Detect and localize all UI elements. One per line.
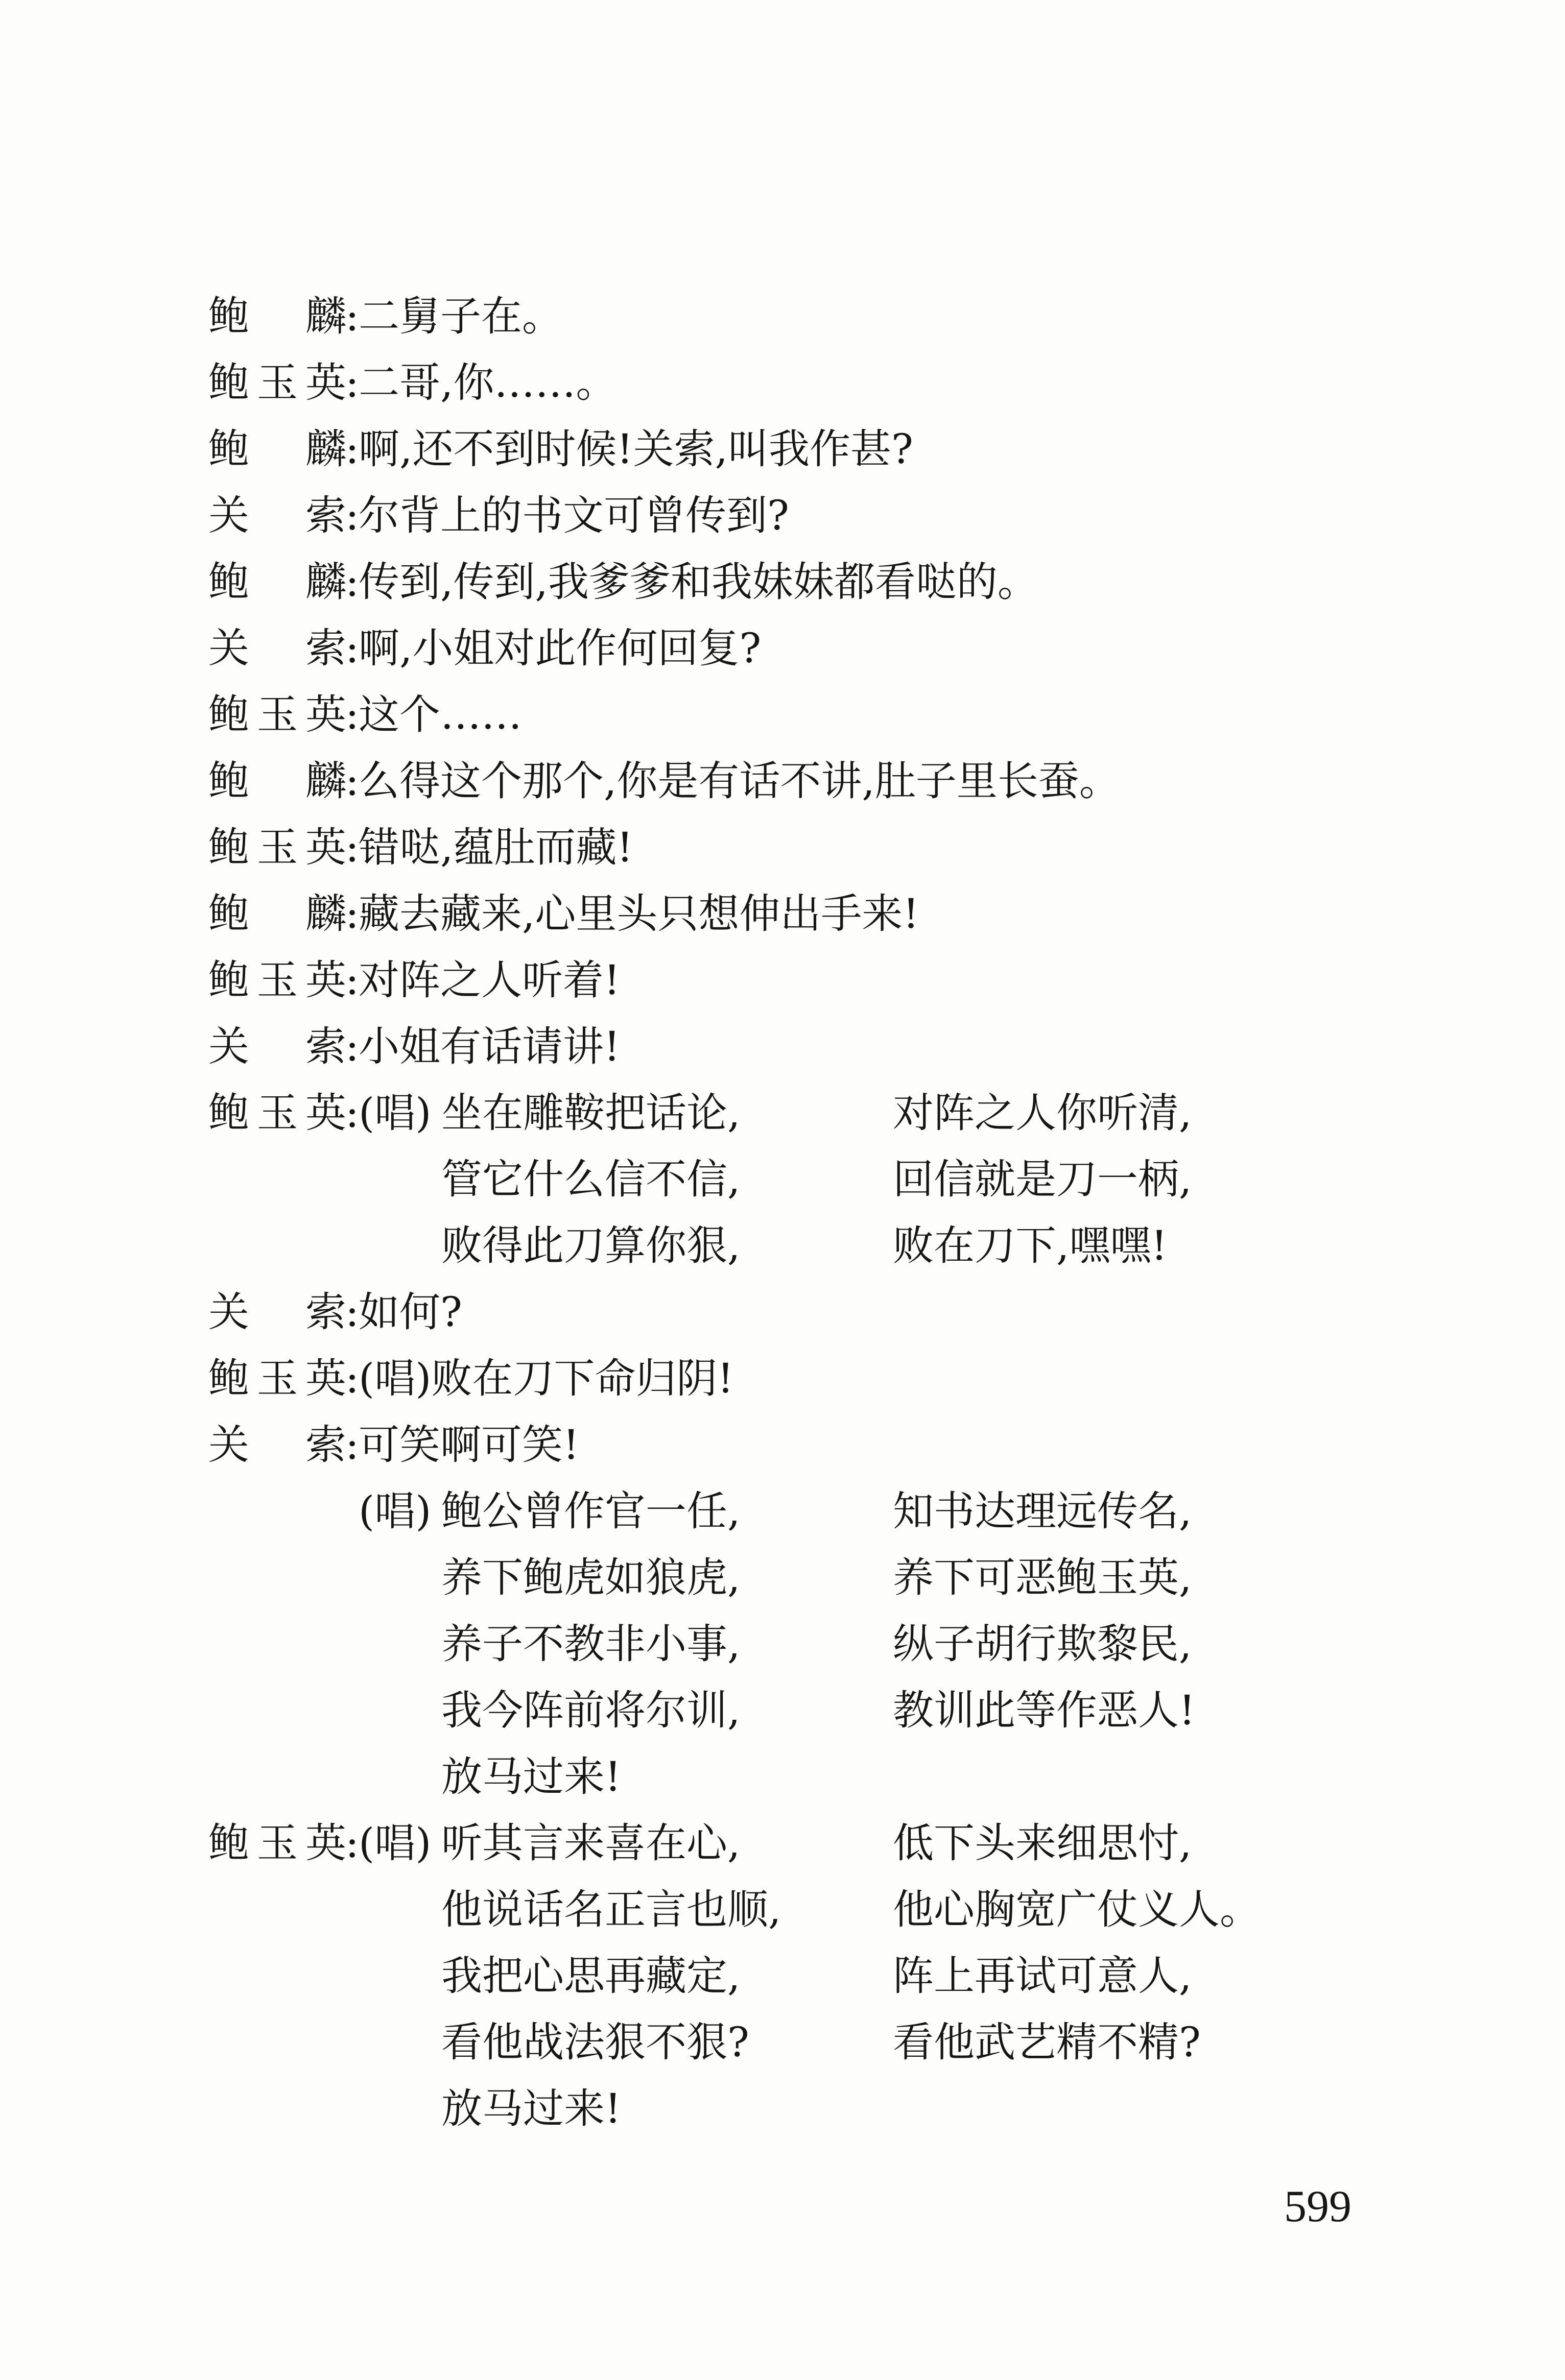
song-line — [0, 1744, 1565, 1810]
speaker-colon: : — [345, 691, 359, 738]
song-line — [0, 1677, 1565, 1744]
speaker-colon: : — [345, 1023, 359, 1070]
speaker-colon: : — [345, 359, 359, 406]
song-verse-left: 养下鲍虎如狼虎, — [441, 1554, 741, 1601]
dialogue-line — [0, 1345, 1565, 1412]
speaker-name: 鲍玉英 — [208, 1819, 346, 1867]
speaker-name: 鲍玉英 — [208, 1355, 346, 1402]
dialogue-text: 如何? — [359, 1288, 462, 1336]
song-line — [0, 2076, 1565, 2142]
song-verse-left: 放马过来! — [441, 2085, 622, 2132]
speaker-colon: : — [345, 293, 359, 340]
dialogue-text: 这个…… — [359, 691, 522, 738]
song-verse-right: 回信就是刀一柄, — [893, 1156, 1192, 1203]
dialogue-text: 二舅子在。 — [359, 293, 563, 340]
song-verse-right: 纵子胡行欺黎民, — [893, 1620, 1192, 1668]
dialogue-line — [0, 283, 1565, 350]
song-verse-left: 鲍公曾作官一任, — [441, 1487, 741, 1535]
speaker-colon: : — [345, 890, 359, 937]
speaker-name: 鲍 麟 — [208, 293, 346, 340]
song-verse-left: 他说话名正言也顺, — [441, 1886, 781, 1933]
dialogue-line — [0, 350, 1565, 416]
song-verse-left: 我今阵前将尔训, — [441, 1687, 741, 1734]
speaker-name: 关 索 — [208, 1023, 346, 1070]
song-line — [0, 1478, 1565, 1545]
speaker-name: 关 索 — [208, 1288, 346, 1336]
song-line — [0, 1146, 1565, 1213]
speaker-colon: : — [345, 624, 359, 672]
song-line — [0, 1545, 1565, 1611]
speaker-colon: : — [345, 1089, 359, 1137]
dialogue-text: 可笑啊可笑! — [359, 1421, 580, 1469]
speaker-name: 鲍玉英 — [208, 824, 346, 871]
dialogue-text: 尔背上的书文可曾传到? — [359, 492, 789, 539]
dialogue-line — [0, 1279, 1565, 1345]
dialogue-text: 啊,还不到时候!关索,叫我作甚? — [359, 425, 913, 473]
dialogue-line — [0, 682, 1565, 748]
song-verse-left: 养子不教非小事, — [441, 1620, 741, 1668]
song-verse-right: 养下可恶鲍玉英, — [893, 1554, 1192, 1601]
speaker-name: 鲍 麟 — [208, 890, 346, 937]
speaker-name: 鲍玉英 — [208, 956, 346, 1004]
dialogue-line — [0, 549, 1565, 615]
speaker-colon: : — [345, 1421, 359, 1469]
song-verse-right: 败在刀下,嘿嘿! — [893, 1222, 1168, 1269]
speaker-name: 鲍 麟 — [208, 757, 346, 805]
song-verse-right: 阵上再试可意人, — [893, 1952, 1192, 2000]
song-verse-left: 坐在雕鞍把话论, — [441, 1089, 741, 1137]
dialogue-line — [0, 615, 1565, 682]
song-verse-right: 知书达理远传名, — [893, 1487, 1192, 1535]
speaker-name: 鲍玉英 — [208, 1089, 346, 1137]
speaker-name: 鲍玉英 — [208, 359, 346, 406]
song-line — [0, 1611, 1565, 1677]
dialogue-text: (唱)败在刀下命归阴! — [359, 1355, 734, 1402]
speaker-colon: : — [345, 1819, 359, 1867]
dialogue-text: 错哒,蕴肚而藏! — [359, 824, 633, 871]
song-marker: (唱) — [359, 1487, 432, 1535]
song-verse-right: 低下头来细思忖, — [893, 1819, 1192, 1867]
speaker-name: 鲍 麟 — [208, 425, 346, 473]
song-line — [0, 1943, 1565, 2009]
speaker-name: 鲍 麟 — [208, 558, 346, 606]
dialogue-line — [0, 483, 1565, 549]
dialogue-text: 小姐有话请讲! — [359, 1023, 621, 1070]
speaker-colon: : — [345, 558, 359, 606]
speaker-colon: : — [345, 1355, 359, 1402]
song-verse-left: 放马过来! — [441, 1753, 622, 1800]
song-line — [0, 1877, 1565, 1943]
dialogue-text: 啊,小姐对此作何回复? — [359, 624, 762, 672]
song-line — [0, 1080, 1565, 1146]
song-marker: (唱) — [359, 1089, 432, 1137]
speaker-colon: : — [345, 1288, 359, 1336]
dialogue-line — [0, 814, 1565, 881]
song-verse-right: 他心胸宽广仗义人。 — [893, 1886, 1261, 1933]
dialogue-line — [0, 748, 1565, 814]
speaker-name: 关 索 — [208, 624, 346, 672]
dialogue-line — [0, 947, 1565, 1014]
song-marker: (唱) — [359, 1819, 432, 1867]
speaker-colon: : — [345, 824, 359, 871]
speaker-name: 关 索 — [208, 1421, 346, 1469]
dialogue-text: 么得这个那个,你是有话不讲,肚子里长蚕。 — [359, 757, 1120, 805]
song-verse-left: 我把心思再藏定, — [441, 1952, 741, 2000]
speaker-colon: : — [345, 757, 359, 805]
song-verse-left: 败得此刀算你狠, — [441, 1222, 741, 1269]
song-line — [0, 1213, 1565, 1279]
dialogue-line — [0, 416, 1565, 483]
dialogue-text: 二哥,你……。 — [359, 359, 617, 406]
dialogue-text: 对阵之人听着! — [359, 956, 621, 1004]
dialogue-text: 藏去藏来,心里头只想伸出手来! — [359, 890, 919, 937]
song-verse-right: 对阵之人你听清, — [893, 1089, 1192, 1137]
song-line — [0, 2009, 1565, 2076]
speaker-colon: : — [345, 956, 359, 1004]
dialogue-text: 传到,传到,我爹爹和我妹妹都看哒的。 — [359, 558, 1038, 606]
song-verse-left: 管它什么信不信, — [441, 1156, 741, 1203]
dialogue-line — [0, 881, 1565, 947]
dialogue-line — [0, 1412, 1565, 1478]
speaker-name: 关 索 — [208, 492, 346, 539]
page-number: 599 — [1284, 2182, 1351, 2231]
song-line — [0, 1810, 1565, 1877]
speaker-colon: : — [345, 492, 359, 539]
speaker-colon: : — [345, 425, 359, 473]
speaker-name: 鲍玉英 — [208, 691, 346, 738]
song-verse-left: 看他战法狠不狠? — [441, 2018, 749, 2066]
song-verse-left: 听其言来喜在心, — [441, 1819, 741, 1867]
song-verse-right: 教训此等作恶人! — [893, 1687, 1196, 1734]
song-verse-right: 看他武艺精不精? — [893, 2018, 1201, 2066]
dialogue-line — [0, 1014, 1565, 1080]
